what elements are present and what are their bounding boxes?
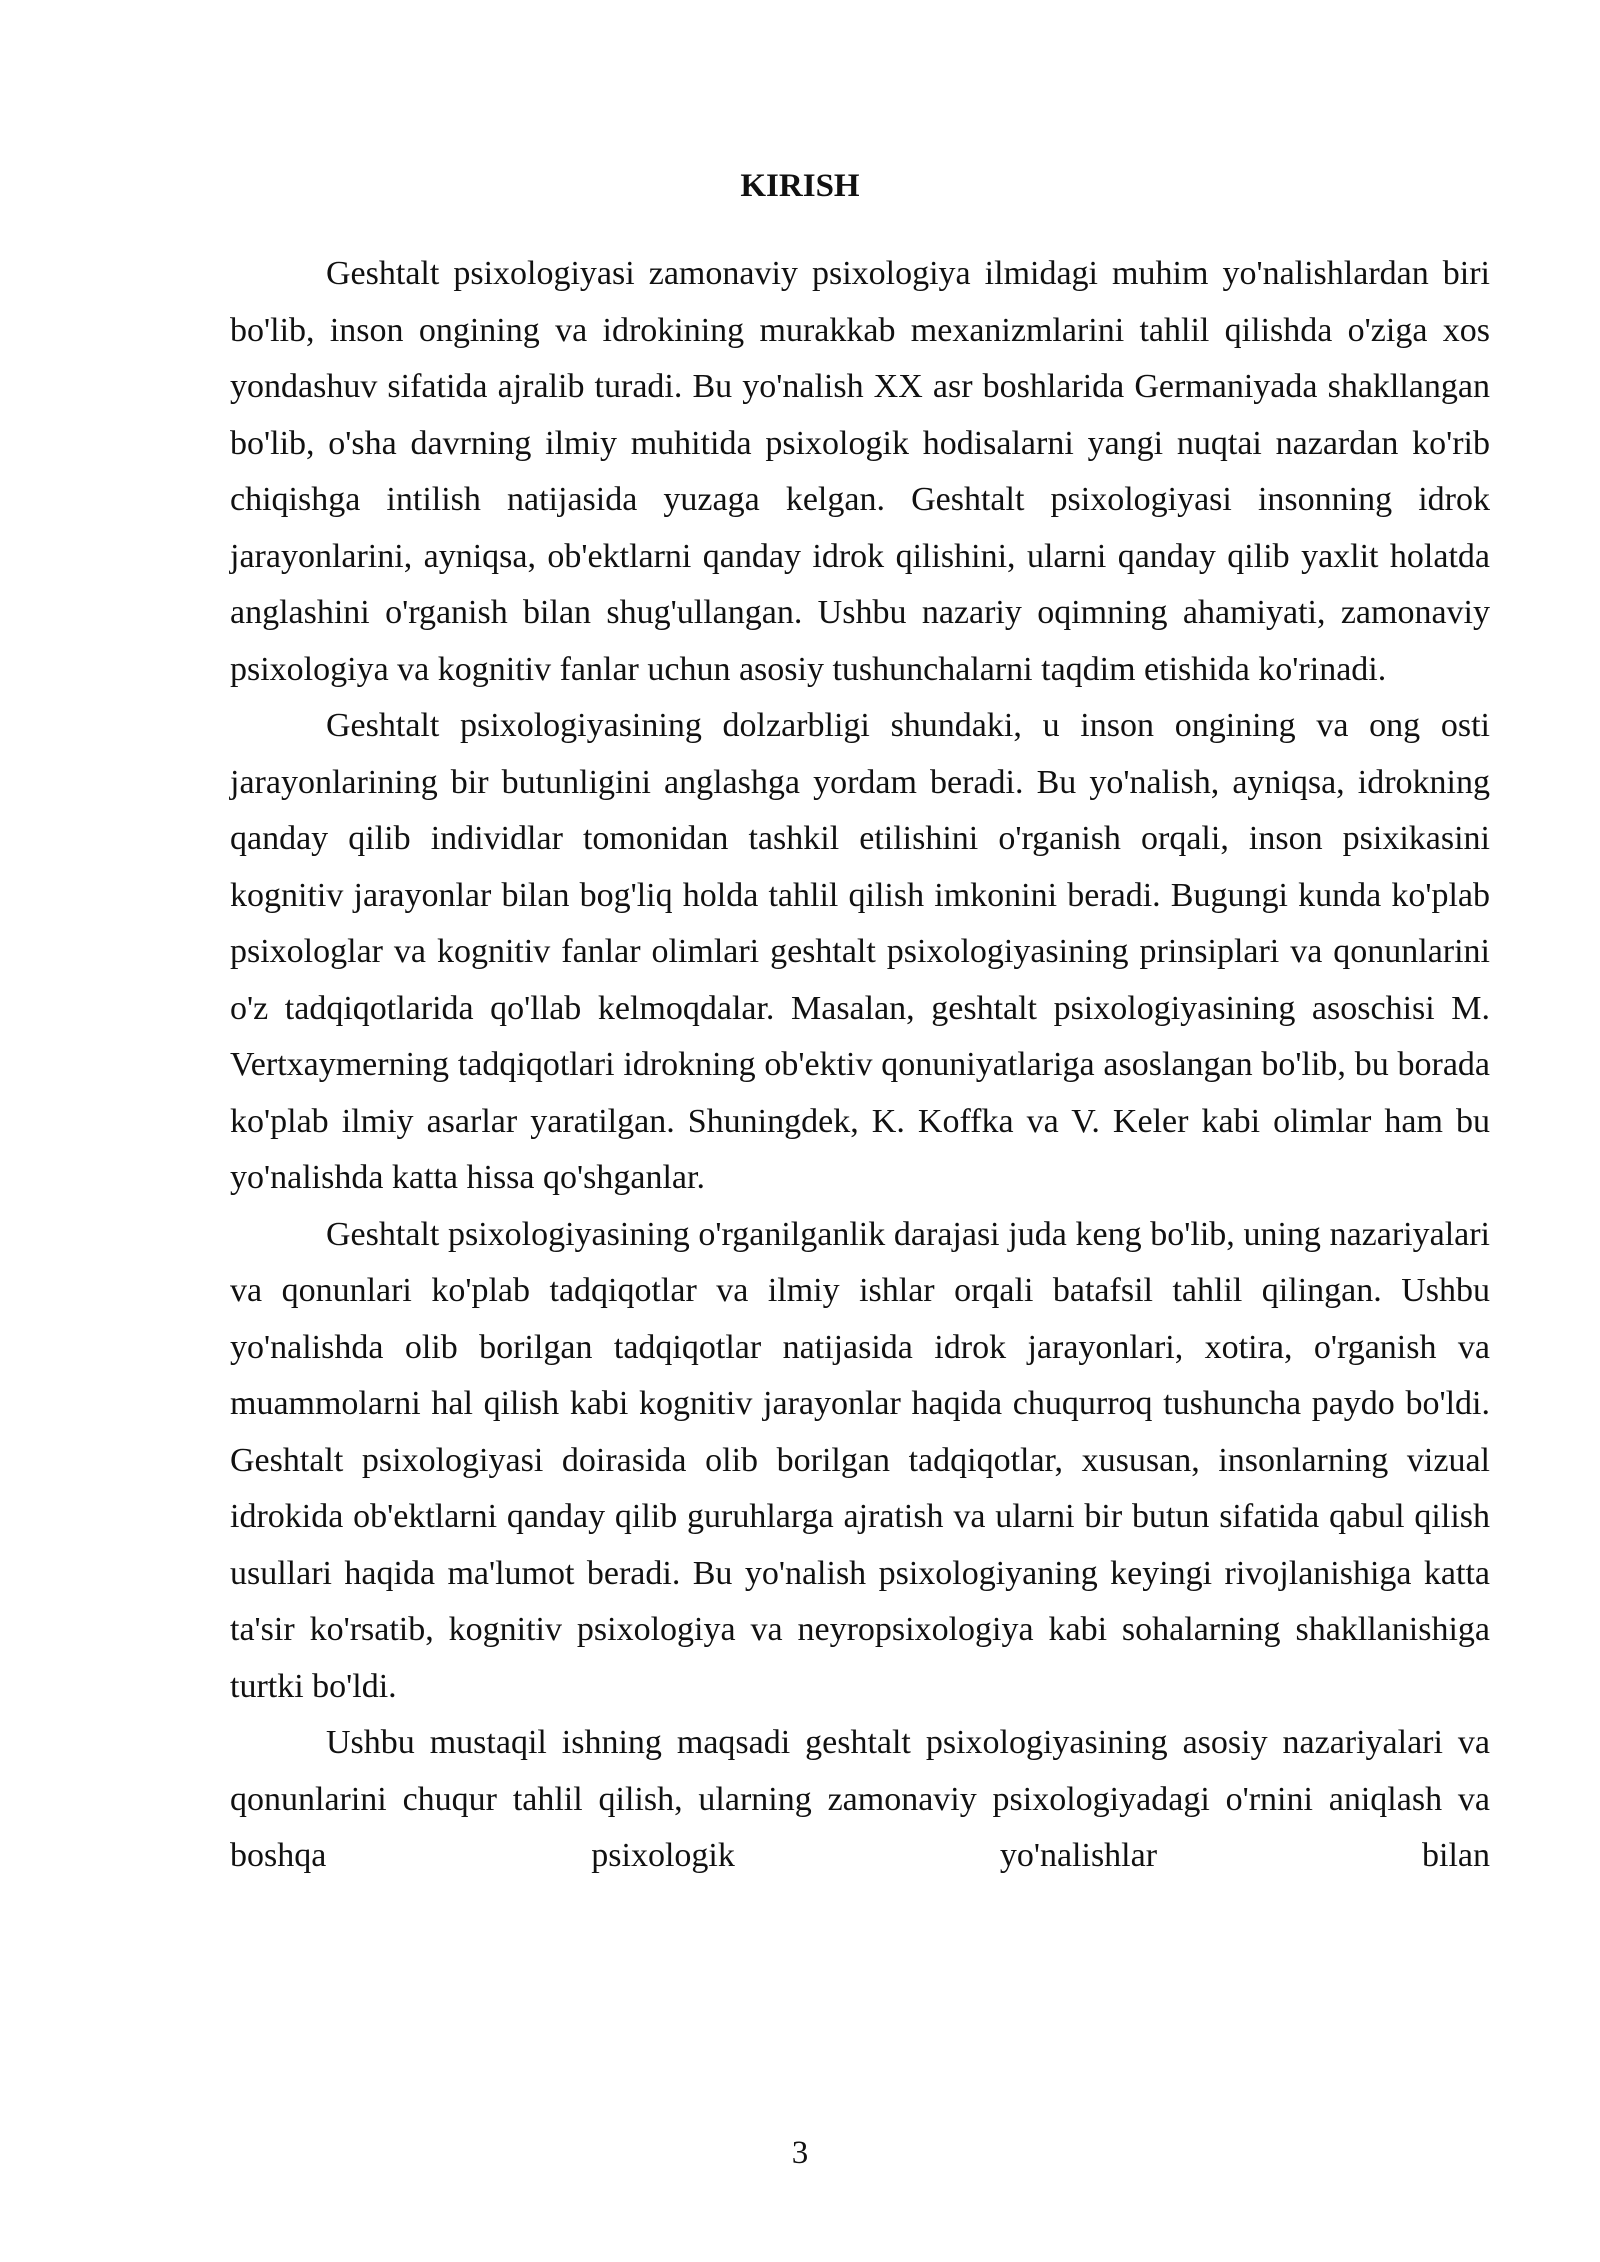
paragraph-1: Geshtalt psixologiyasi zamonaviy psixologiya ilmidagi muhim yo'nalishlardan biri bo'lib, inson ongining va idrokining murakkab mexanizmlarini tahlil qilishda o'ziga xos yondashuv sifatida ajralib turadi. Bu yo'nalish XX asr boshlarida Germaniyada shakllangan bo'lib, o'sha davrning ilmiy muhitida psixologik hodisalarni yangi nuqtai nazardan ko'rib chiqishga intilish natijasida yuzaga kelgan. Geshtalt psixologiyasi insonning idrok jarayonlarini, ayniqsa, ob'ektlarni qanday idrok qilishini, ularni qanday qilib yaxlit holatda anglashini o'rganish bilan shug'ullangan. Ushbu nazariy oqimning ahamiyati, zamonaviy psixologiya va kognitiv fanlar uchun asosiy tushunchalarni taqdim etishida ko'rinadi. — [230, 255, 1490, 688]
paragraph-3: Geshtalt psixologiyasining o'rganilganlik darajasi juda keng bo'lib, uning nazariyalari va qonunlari ko'plab tadqiqotlar va ilmiy ishlar orqali batafsil tahlil qilingan. Ushbu yo'nalishda olib borilgan tadqiqotlar natijasida idrok jarayonlari, xotira, o'rganish va muammolarni hal qilish kabi kognitiv jarayonlar haqida chuqurroq tushuncha paydo bo'ldi. Geshtalt psixologiyasi doirasida olib borilgan tadqiqotlar, xususan, insonlarning vizual idrokida ob'ektlarni qanday qilib guruhlarga ajratish va ularni bir butun sifatida qabul qilish usullari haqida ma'lumot beradi. Bu yo'nalish psixologiyaning keyingi rivojlanishiga katta ta'sir ko'rsatib, kognitiv psixologiya va neyropsixologiya kabi sohalarning shakllanishiga turtki bo'ldi. — [230, 1215, 1490, 1705]
page-title: KIRISH — [740, 168, 860, 204]
document-body — [230, 246, 1490, 1885]
page-number: 3 — [791, 2135, 809, 2171]
paragraph-2: Geshtalt psixologiyasining dolzarbligi shundaki, u inson ongining va ong osti jarayonlarining bir butunligini anglashga yordam beradi. Bu yo'nalish, ayniqsa, idrokning qanday qilib individlar tomonidan tashkil etilishini o'rganish orqali, inson psixikasini kognitiv jarayonlar bilan bog'liq holda tahlil qilish imkonini beradi. Bugungi kunda ko'plab psixologlar va kognitiv fanlar olimlari geshtalt psixologiyasining prinsiplari va qonunlarini o'z tadqiqotlarida qo'llab kelmoqdalar. Masalan, geshtalt psixologiyasining asoschisi M. Vertxaymerning tadqiqotlari idrokning ob'ektiv qonuniyatlariga asoslangan bo'lib, bu borada ko'plab ilmiy asarlar yaratilgan. Shuningdek, K. Koffka va V. Keler kabi olimlar ham bu yo'nalishda katta hissa qo'shganlar. — [230, 707, 1490, 1196]
paragraph-4: Ushbu mustaqil ishning maqsadi geshtalt psixologiyasining asosiy nazariyalari va qonunlarini chuqur tahlil qilish, ularning zamonaviy psixologiyadagi o'rnini aniqlash va boshqa psixologik yo'nalishlar bilan — [230, 1724, 1490, 1874]
